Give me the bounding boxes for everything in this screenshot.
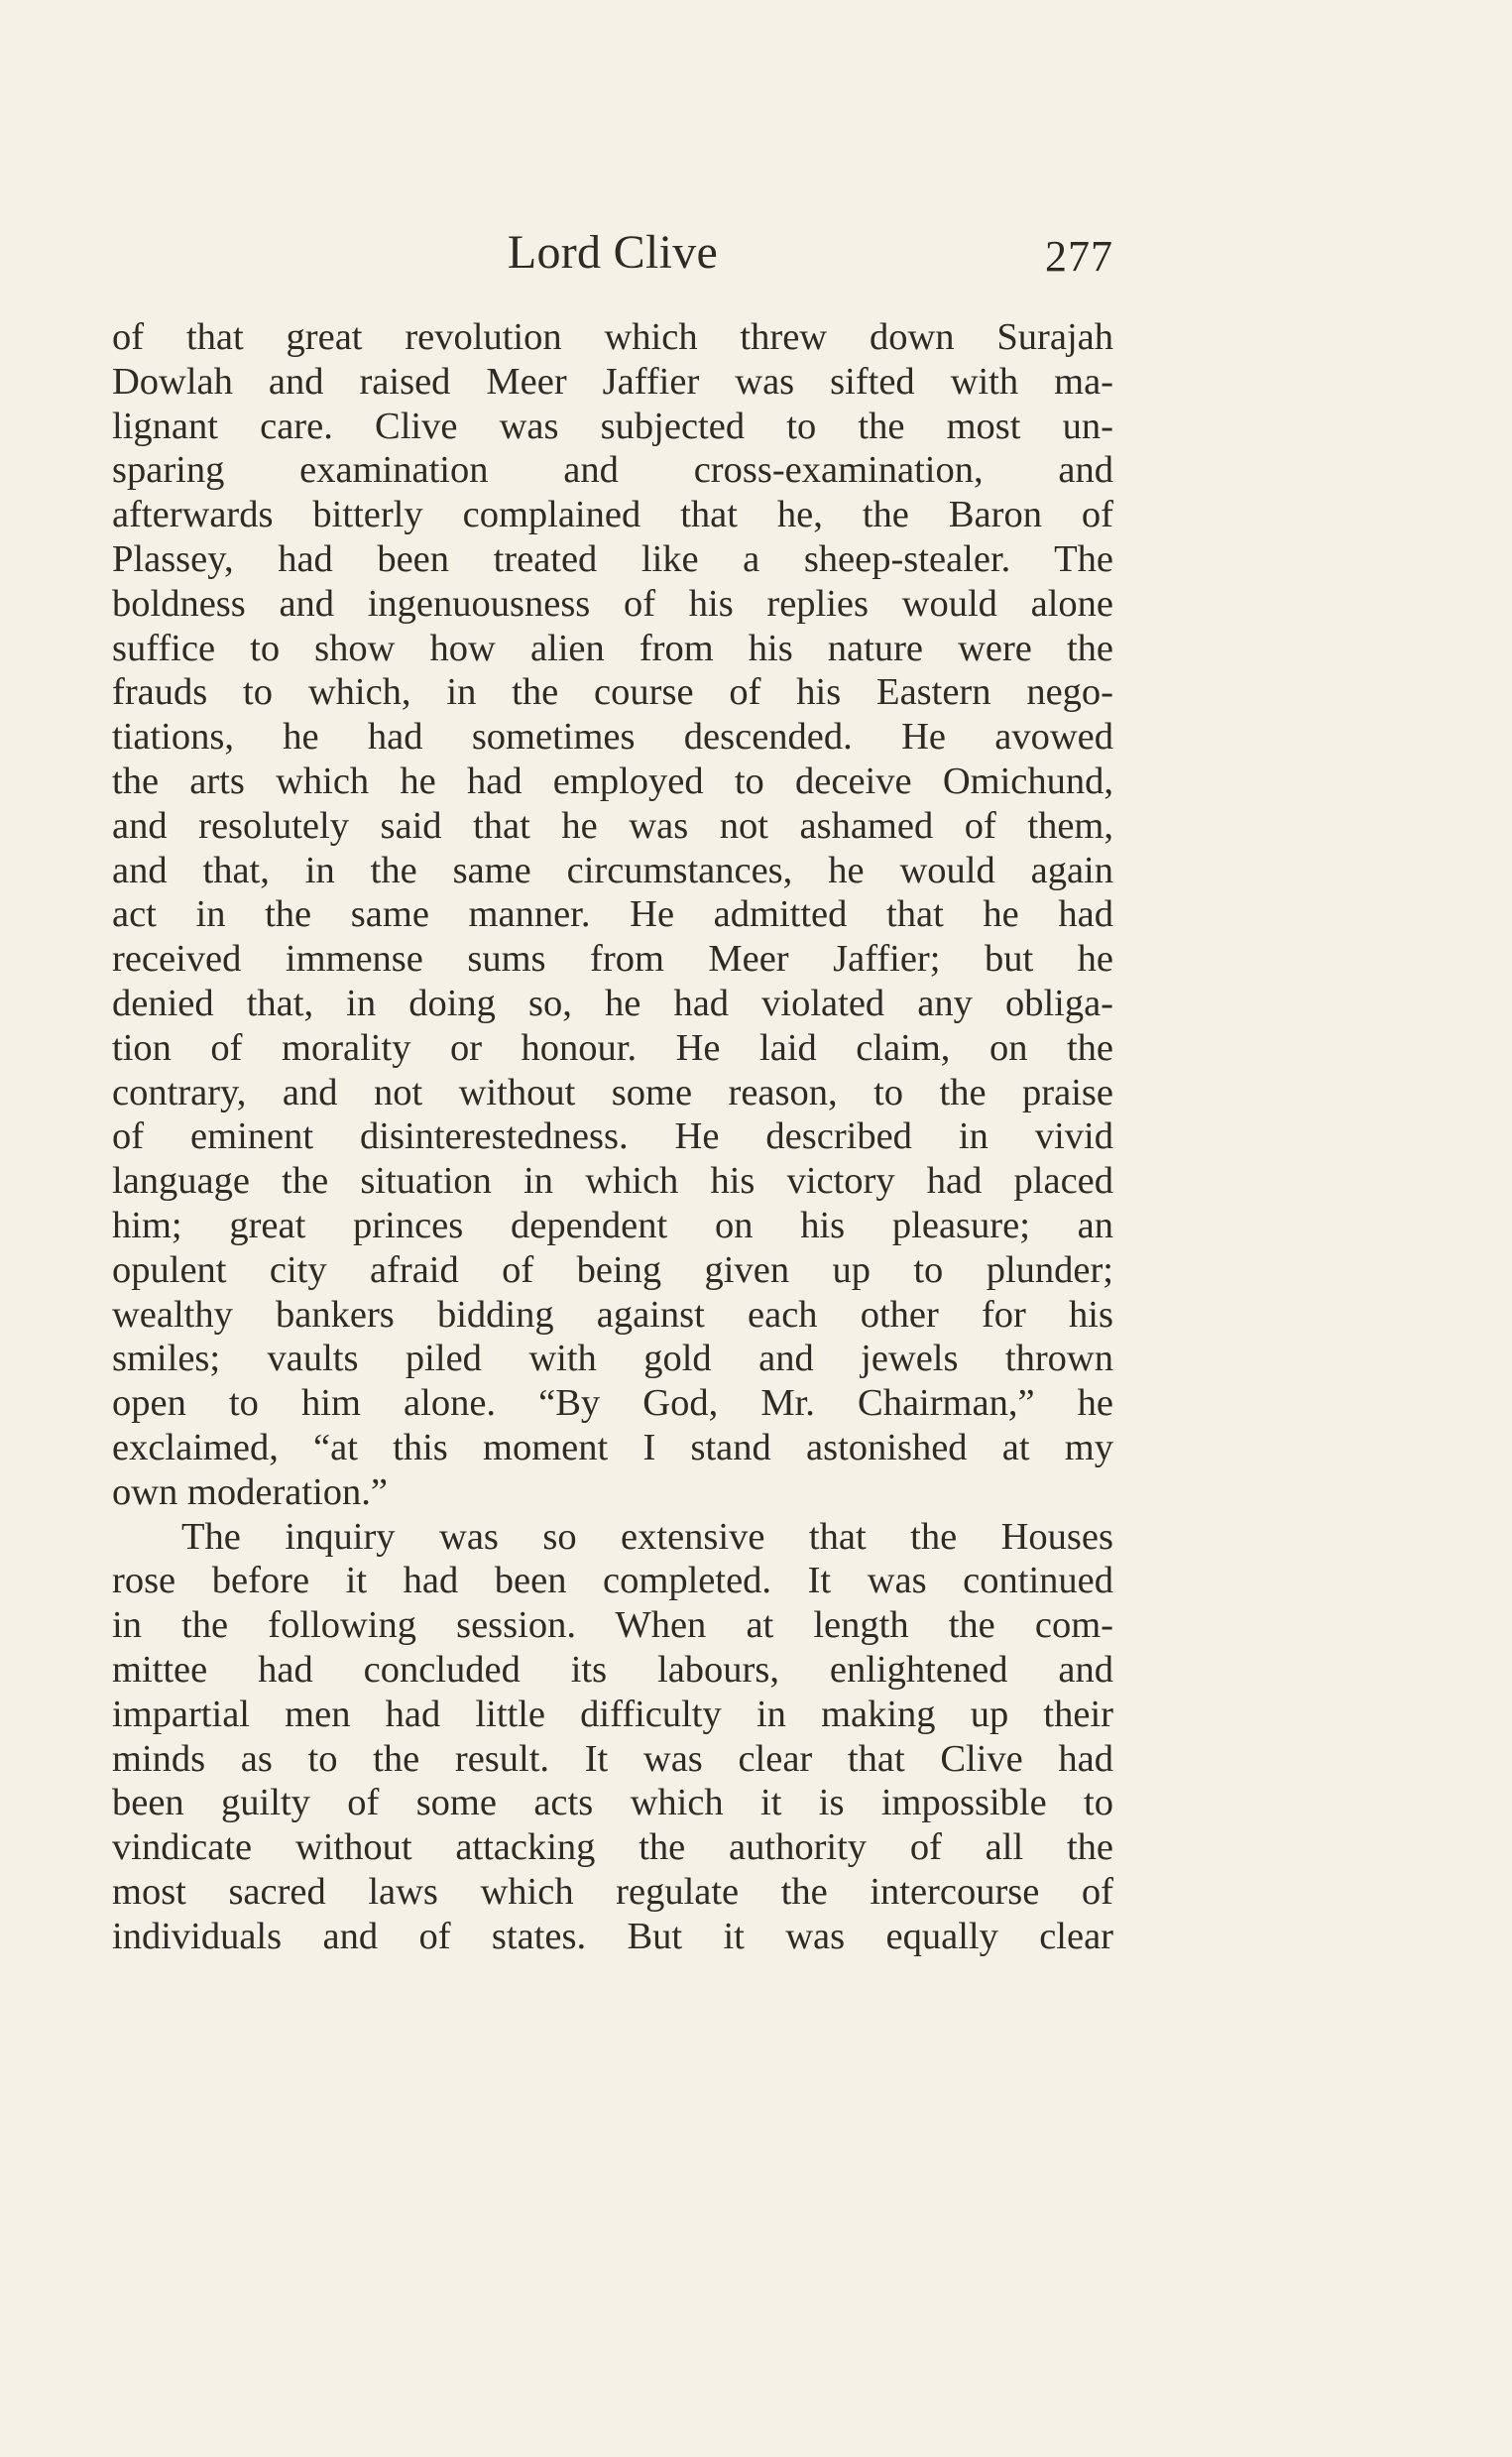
text-line: tiations, he had sometimes descended. He avowed: [112, 716, 1113, 759]
text-line: in the following session. When at length the com-: [112, 1604, 1113, 1647]
text-line: suffice to show how alien from his nature were the: [112, 627, 1113, 669]
text-line: afterwards bitterly complained that he, the Baron of: [112, 494, 1113, 536]
text-line: of that great revolution which threw down Surajah: [112, 316, 1113, 358]
text-line: the arts which he had employed to deceive Omichund,: [112, 760, 1113, 802]
text-line: impartial men had little difficulty in making up their: [112, 1693, 1113, 1735]
text-line: vindicate without attacking the authority of all the: [112, 1826, 1113, 1869]
text-line: rose before it had been completed. It was continued: [112, 1560, 1113, 1602]
text-line: and resolutely said that he was not ashamed of them,: [112, 804, 1113, 847]
paragraph-2: [112, 1515, 1113, 1959]
text-line: contrary, and not without some reason, to the praise: [112, 1071, 1113, 1113]
text-line: The inquiry was so extensive that the Houses: [181, 1515, 1113, 1558]
text-line: own moderation.”: [112, 1470, 388, 1513]
text-line: boldness and ingenuousness of his replies would alone: [112, 582, 1113, 625]
text-line: tion of morality or honour. He laid claim, on the: [112, 1026, 1113, 1069]
text-line: open to him alone. “By God, Mr. Chairman,” he: [112, 1382, 1113, 1425]
running-title: Lord Clive: [507, 226, 719, 279]
text-line: and that, in the same circumstances, he would again: [112, 849, 1113, 891]
text-line: most sacred laws which regulate the intercourse of: [112, 1870, 1113, 1913]
text-line: received immense sums from Meer Jaffier; but he: [112, 938, 1113, 981]
text-line: mittee had concluded its labours, enlightened and: [112, 1648, 1113, 1691]
page-number: 277: [1045, 232, 1113, 281]
text-line: individuals and of states. But it was equally clear: [112, 1915, 1113, 1957]
text-line: Plassey, had been treated like a sheep-stealer. The: [112, 537, 1113, 580]
text-line: frauds to which, in the course of his Eastern nego-: [112, 671, 1113, 714]
text-line: minds as to the result. It was clear that Clive had: [112, 1737, 1113, 1780]
text-line: denied that, in doing so, he had violated any obliga-: [112, 982, 1113, 1024]
text-line: wealthy bankers bidding against each other for his: [112, 1293, 1113, 1336]
text-line: been guilty of some acts which it is impossible to: [112, 1782, 1113, 1824]
text-line: smiles; vaults piled with gold and jewels thrown: [112, 1338, 1113, 1380]
body-text: [112, 315, 1113, 1958]
text-line: exclaimed, “at this moment I stand astonished at my: [112, 1426, 1113, 1468]
text-line: act in the same manner. He admitted that he had: [112, 893, 1113, 936]
text-line: Dowlah and raised Meer Jaffier was sifted with ma-: [112, 360, 1113, 403]
text-line: language the situation in which his victory had placed: [112, 1160, 1113, 1203]
text-line: lignant care. Clive was subjected to the most un-: [112, 405, 1113, 447]
text-line: sparing examination and cross-examination, and: [112, 449, 1113, 492]
running-head: [112, 218, 1113, 288]
text-line: of eminent disinterestedness. He described in vivid: [112, 1115, 1113, 1158]
text-line: him; great princes dependent on his pleasure; an: [112, 1204, 1113, 1246]
paragraph-1: [112, 315, 1113, 1515]
text-line: opulent city afraid of being given up to plunder;: [112, 1248, 1113, 1291]
